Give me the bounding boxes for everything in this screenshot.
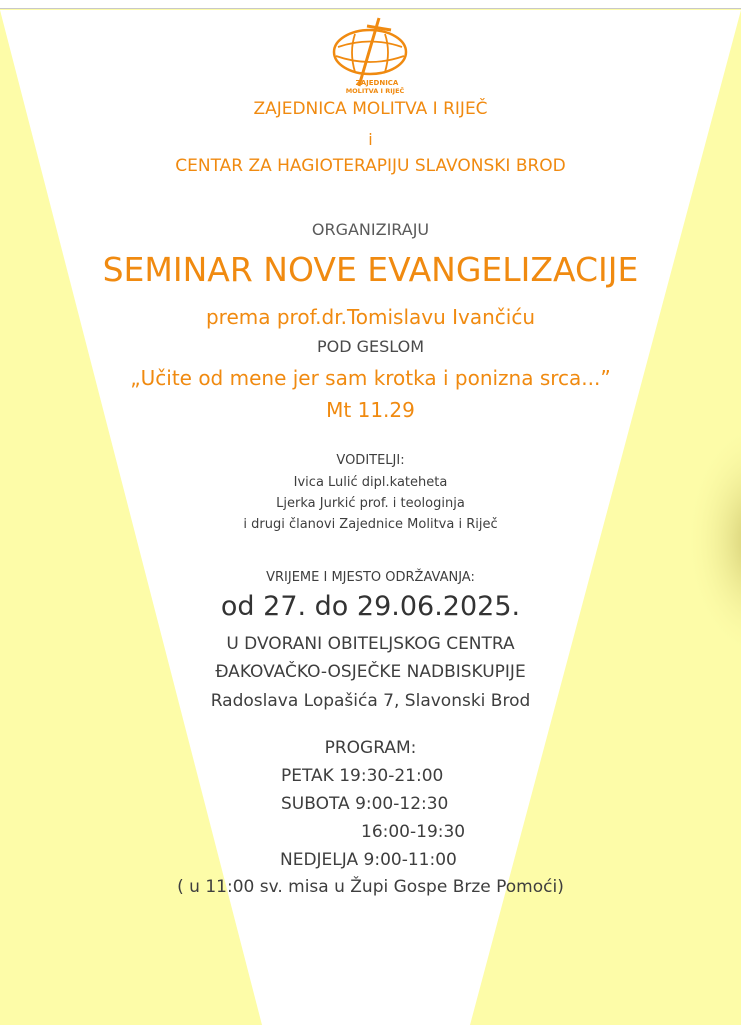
org-conjunction: i bbox=[368, 130, 373, 149]
leader-item: i drugi članovi Zajednice Molitva i Riječ bbox=[243, 517, 498, 532]
leaders-label: VODITELJI: bbox=[336, 453, 405, 468]
seminar-title: SEMINAR NOVE EVANGELIZACIJE bbox=[102, 250, 639, 289]
venue-line-2: ĐAKOVAČKO-OSJEČKE NADBISKUPIJE bbox=[215, 662, 526, 682]
org-name-1: ZAJEDNICA MOLITVA I RIJEČ bbox=[253, 99, 488, 119]
program-saturday-afternoon: 16:00-19:30 bbox=[361, 822, 466, 842]
motto-quote: „Učite od mene jer sam krotka i ponizna srca...” bbox=[130, 366, 611, 390]
logo-text-2: MOLITVA I RIJEČ bbox=[345, 87, 405, 95]
logo-text-1: ZAJEDNICA bbox=[355, 79, 399, 87]
venue-line-1: U DVORANI OBITELJSKOG CENTRA bbox=[226, 634, 515, 654]
program-mass-note: ( u 11:00 sv. misa u Župi Gospe Brze Pomoći) bbox=[177, 877, 564, 897]
motto-label: POD GESLOM bbox=[316, 337, 425, 356]
program-sunday: NEDJELJA 9:00-11:00 bbox=[280, 850, 457, 870]
program-friday: PETAK 19:30-21:00 bbox=[281, 766, 444, 786]
leader-item: Ljerka Jurkić prof. i teologinja bbox=[276, 496, 465, 511]
seminar-subtitle: prema prof.dr.Tomislavu Ivančiću bbox=[205, 305, 536, 329]
logo-icon bbox=[325, 14, 415, 96]
event-label: VRIJEME I MJESTO ODRŽAVANJA: bbox=[266, 570, 475, 585]
leader-item: Ivica Lulić dipl.kateheta bbox=[293, 475, 448, 490]
org-name-2: CENTAR ZA HAGIOTERAPIJU SLAVONSKI BROD bbox=[175, 156, 566, 176]
event-dates: od 27. do 29.06.2025. bbox=[220, 591, 521, 622]
bible-verse: Mt 11.29 bbox=[326, 398, 415, 422]
organize-label: ORGANIZIRAJU bbox=[311, 220, 430, 239]
program-saturday: SUBOTA 9:00-12:30 bbox=[281, 794, 449, 814]
program-label: PROGRAM: bbox=[324, 738, 417, 758]
venue-address: Radoslava Lopašića 7, Slavonski Brod bbox=[210, 691, 531, 711]
